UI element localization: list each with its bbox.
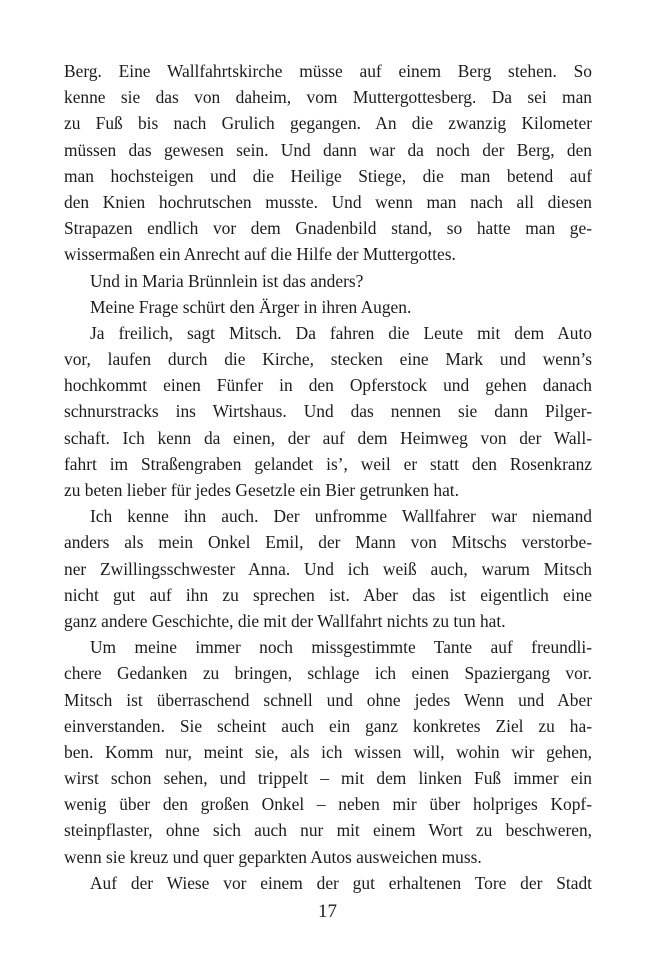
text-line: fahrt im Straßengraben gelandet is’, weil er statt den Rosenkranz [64, 453, 592, 474]
text-line: Um meine immer noch missgestimmte Tante auf freundli- [90, 637, 592, 658]
text-line: schaft. Ich kenn da einen, der auf dem Heimweg von der Wall- [64, 427, 592, 448]
text-line: Berg. Eine Wallfahrtskirche müsse auf einem Berg stehen. So [64, 61, 592, 81]
text-line: schnurstracks ins Wirtshaus. Und das nennen sie dann Pilger- [64, 401, 592, 422]
text-line: müssen das gewesen sein. Und dann war da noch der Berg, den [64, 139, 592, 160]
text-line: wenig über den großen Onkel – neben mir über holpriges Kopf- [64, 794, 592, 815]
body-text [64, 58, 592, 896]
paragraph [64, 870, 592, 896]
text-line: man hochsteigen und die Heilige Stiege, die man betend auf [64, 165, 592, 186]
text-line: vor, laufen durch die Kirche, stecken eine Mark und wenn’s [64, 349, 592, 370]
text-line: Mitsch ist überraschend schnell und ohne jedes Wenn und Aber [64, 689, 592, 710]
text-line: den Knien hochrutschen musste. Und wenn man nach all diesen [64, 191, 592, 212]
text-line: ner Zwillingsschwester Anna. Und ich weiß auch, warum Mitsch [64, 558, 592, 579]
paragraph [64, 503, 592, 634]
text-line: wirst schon sehen, und trippelt – mit dem linken Fuß immer ein [64, 768, 592, 789]
text-line: ganz andere Geschichte, die mit der Wallfahrt nichts zu tun hat. [64, 610, 506, 631]
paragraph [64, 268, 592, 294]
text-line: chere Gedanken zu bringen, schlage ich einen Spaziergang vor. [64, 663, 592, 684]
text-line: ben. Komm nur, meint sie, als ich wissen will, wohin wir gehen, [64, 741, 592, 762]
paragraph [64, 320, 592, 503]
text-line: einverstanden. Sie scheint auch ein ganz konkretes Ziel zu ha- [64, 715, 592, 736]
text-line: wissermaßen ein Anrecht auf die Hilfe der Muttergottes. [64, 244, 456, 265]
text-line: kenne sie das von daheim, vom Muttergottesberg. Da sei man [64, 87, 592, 108]
text-line: nicht gut auf ihn zu sprechen ist. Aber das ist eigentlich eine [64, 584, 592, 605]
text-line: wenn sie kreuz und quer geparkten Autos ausweichen muss. [64, 846, 482, 867]
text-line: zu Fuß bis nach Grulich gegangen. An die zwanzig Kilometer [64, 113, 592, 134]
text-line: Und in Maria Brünnlein ist das anders? [90, 270, 364, 291]
text-line: zu beten lieber für jedes Gesetzle ein Bier getrunken hat. [64, 480, 459, 500]
paragraph [64, 58, 592, 268]
text-line: Auf der Wiese vor einem der gut erhaltenen Tore der Stadt [90, 872, 592, 893]
text-line: Strapazen endlich vor dem Gnadenbild stand, so hatte man ge- [64, 218, 592, 239]
paragraph [64, 634, 592, 870]
paragraph [64, 294, 592, 320]
text-line: hochkommt einen Fünfer in den Opferstock und gehen danach [64, 375, 592, 396]
text-line: Ja freilich, sagt Mitsch. Da fahren die Leute mit dem Auto [90, 322, 592, 343]
page-number: 17 [318, 901, 337, 922]
text-line: Ich kenne ihn auch. Der unfromme Wallfahrer war niemand [90, 506, 592, 527]
text-line: anders als mein Onkel Emil, der Mann von Mitschs verstorbe- [64, 532, 592, 553]
text-line: steinpflaster, ohne sich auch nur mit einem Wort zu beschweren, [64, 820, 592, 841]
text-line: Meine Frage schürt den Ärger in ihren Augen. [90, 296, 412, 317]
